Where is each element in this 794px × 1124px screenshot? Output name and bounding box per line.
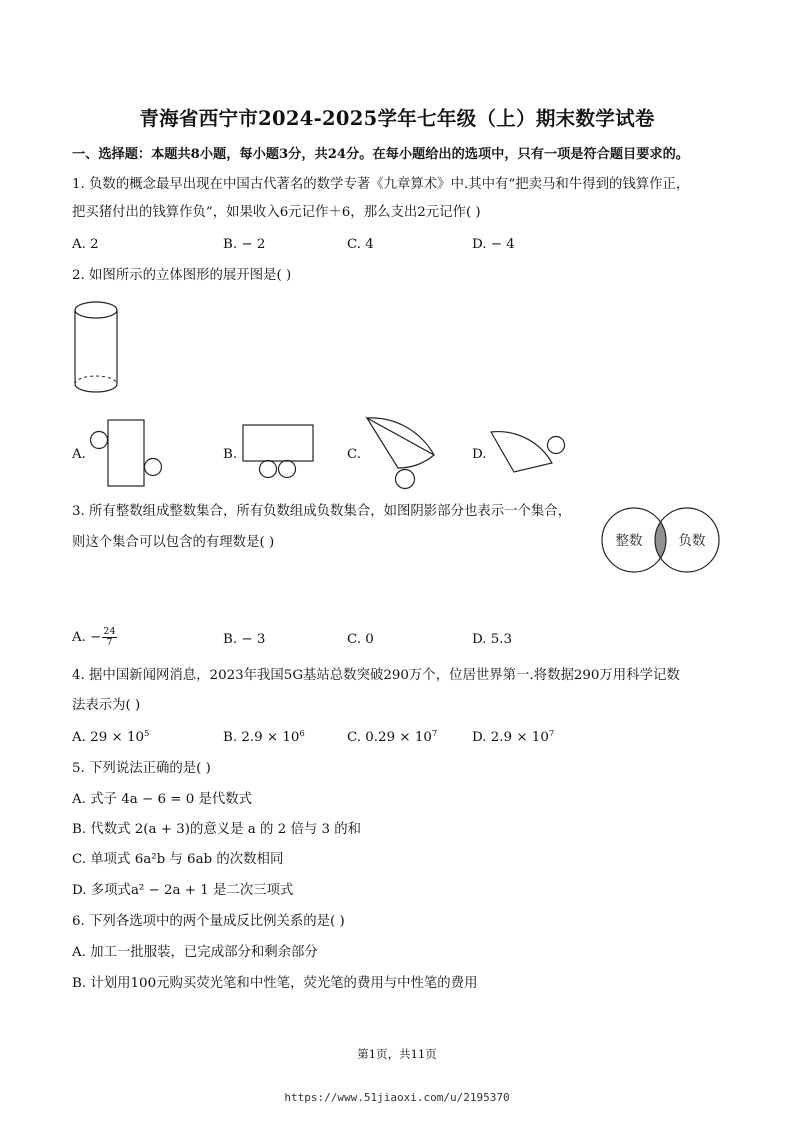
q4-c-exponent: 7 (431, 729, 438, 739)
q2-option-d: D. (472, 447, 487, 462)
q1-option-c: C. 4 (347, 237, 374, 252)
net-option-c (364, 415, 444, 495)
venn-left-label: 整数 (615, 533, 643, 549)
venn-right-label: 负数 (678, 533, 706, 549)
question-3-line-2: 则这个集合可以包含的有理数是( ) (72, 535, 275, 550)
fraction-denominator: 7 (106, 637, 113, 648)
q1-option-b: B. − 2 (223, 237, 266, 252)
fraction (102, 627, 116, 648)
q4-option-a (72, 730, 149, 745)
net-option-b (239, 423, 319, 487)
question-4-line-1: 4. 据中国新闻网消息，2023年我国5G基站总数突破290万个，位居世界第一.将数据290万用科学记数 (72, 668, 680, 683)
q4-d-base: D. 2.9 × 10 (472, 730, 549, 745)
venn-diagram (601, 504, 721, 576)
q3-option-a-prefix: A. − (72, 630, 102, 645)
q5-option-b: B. 代数式 2(a + 3)的意义是 a 的 2 倍与 3 的和 (72, 822, 362, 837)
q1-option-a: A. 2 (72, 237, 99, 252)
q4-b-exponent: 6 (299, 729, 305, 739)
question-4-line-2: 法表示为( ) (72, 698, 141, 713)
q4-option-c (347, 730, 437, 745)
q4-a-exponent: 5 (144, 729, 150, 739)
q2-option-a: A. (72, 447, 86, 462)
question-3-line-1: 3. 所有整数组成整数集合，所有负数组成负数集合，如图阴影部分也表示一个集合， (72, 504, 572, 519)
watermark-url: https://www.51jiaoxi.com/u/2195370 (284, 1091, 510, 1104)
question-6-text: 6. 下列各选项中的两个量成反比例关系的是( ) (72, 914, 345, 929)
q6-option-b: B. 计划用100元购买荧光笔和中性笔，荧光笔的费用与中性笔的费用 (72, 976, 478, 991)
q6-option-a: A. 加工一批服装，已完成部分和剩余部分 (72, 945, 318, 960)
cylinder-figure (72, 300, 122, 400)
net-option-a (88, 418, 168, 490)
q5-option-d: D. 多项式a² − 2a + 1 是二次三项式 (72, 883, 294, 898)
q4-c-base: C. 0.29 × 10 (347, 730, 432, 745)
question-2-text: 2. 如图所示的立体图形的展开图是( ) (72, 268, 292, 283)
q3-option-b: B. − 3 (223, 632, 266, 647)
q3-option-c: C. 0 (347, 632, 374, 647)
fraction-numerator: 24 (103, 626, 116, 637)
q2-option-b: B. (223, 447, 238, 462)
q1-option-d: D. − 4 (472, 237, 515, 252)
section-heading: 一、选择题：本题共8小题，每小题3分，共24分。在每小题给出的选项中，只有一项是符合题目要求的。 (72, 147, 689, 162)
q2-option-c: C. (347, 447, 362, 462)
q4-a-base: A. 29 × 10 (72, 730, 144, 745)
question-1-line-1: 1. 负数的概念最早出现在中国古代著名的数学专著《九章算术》中.其中有“把卖马和牛得到的钱算作正， (72, 177, 690, 192)
q4-b-base: B. 2.9 × 10 (223, 730, 300, 745)
question-5-text: 5. 下列说法正确的是( ) (72, 761, 211, 776)
page-footer: 第1页，共11页 (357, 1047, 437, 1061)
q3-option-d: D. 5.3 (472, 632, 513, 647)
question-1-line-2: 把买猪付出的钱算作负”，如果收入6元记作＋6，那么支出2元记作( ) (72, 205, 481, 220)
q4-option-b (223, 730, 305, 745)
q5-option-c: C. 单项式 6a²b 与 6ab 的次数相同 (72, 852, 284, 867)
net-option-d (488, 424, 568, 484)
q4-d-exponent: 7 (548, 729, 555, 739)
q4-option-d (472, 730, 554, 745)
q5-option-a: A. 式子 4a − 6 = 0 是代数式 (72, 792, 253, 807)
q3-option-a (72, 627, 117, 648)
page-title: 青海省西宁市2024-2025学年七年级（上）期末数学试卷 (139, 107, 655, 130)
